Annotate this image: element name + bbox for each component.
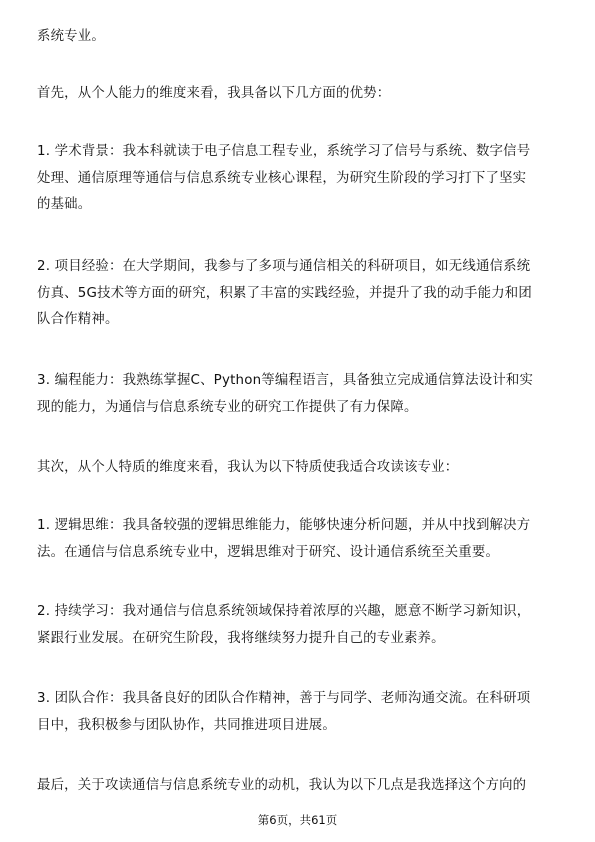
text-line: 现的能力，为通信与信息系统专业的研究工作提供了有力保障。	[37, 399, 418, 415]
paragraph-project-experience	[37, 254, 565, 334]
text-line: 法。在通信与信息系统专业中，逻辑思维对于研究、设计通信系统至关重要。	[37, 544, 500, 560]
text-line: 紧跟行业发展。在研究生阶段，我将继续努力提升自己的专业素养。	[37, 630, 445, 646]
text-line: 1. 逻辑思维：我具备较强的逻辑思维能力，能够快速分析问题，并从中找到解决方	[37, 518, 531, 533]
text-line: 队合作精神。	[37, 312, 119, 327]
paragraph-academic-background	[37, 139, 565, 219]
text-line: 最后，关于攻读通信与信息系统专业的动机，我认为以下几点是我选择这个方向的	[37, 778, 527, 793]
text-line: 目中，我积极参与团队协作，共同推进项目进展。	[37, 717, 336, 733]
text-line: 1. 学术背景：我本科就读于电子信息工程专业，系统学习了信号与系统、数字信号	[37, 144, 531, 159]
paragraph-intro-traits	[37, 455, 565, 482]
text-line: 2. 持续学习：我对通信与信息系统领域保持着浓厚的兴趣，愿意不断学习新知识，	[37, 604, 531, 619]
paragraph-continuous-learning	[37, 599, 565, 652]
paragraph-logical-thinking	[37, 513, 565, 566]
text-line: 3. 团队合作：我具备良好的团队合作精神，善于与同学、老师沟通交流。在科研项	[37, 691, 531, 706]
paragraph-motivation	[37, 773, 565, 800]
paragraph-programming-ability	[37, 368, 565, 421]
text-line: 其次，从个人特质的维度来看，我认为以下特质使我适合攻读该专业：	[37, 460, 459, 475]
text-line: 首先，从个人能力的维度来看，我具备以下几方面的优势：	[37, 86, 391, 101]
paragraph-intro-ability	[37, 81, 565, 108]
text-line: 的基础。	[37, 197, 92, 212]
text-line: 3. 编程能力：我熟练掌握C、Python等编程语言，具备独立完成通信算法设计和实	[37, 373, 534, 388]
text-line: 系统专业。	[37, 29, 105, 44]
text-line: 2. 项目经验：在大学期间，我参与了多项与通信相关的科研项目，如无线通信系统	[37, 259, 531, 274]
page-number: 第6页，共61页	[257, 813, 338, 827]
paragraph-continuation	[37, 24, 565, 51]
text-line: 仿真、5G技术等方面的研究，积累了丰富的实践经验，并提升了我的动手能力和团	[37, 285, 532, 301]
paragraph-teamwork	[37, 686, 565, 739]
text-line: 处理、通信原理等通信与信息系统专业核心课程，为研究生阶段的学习打下了坚实	[37, 170, 527, 186]
